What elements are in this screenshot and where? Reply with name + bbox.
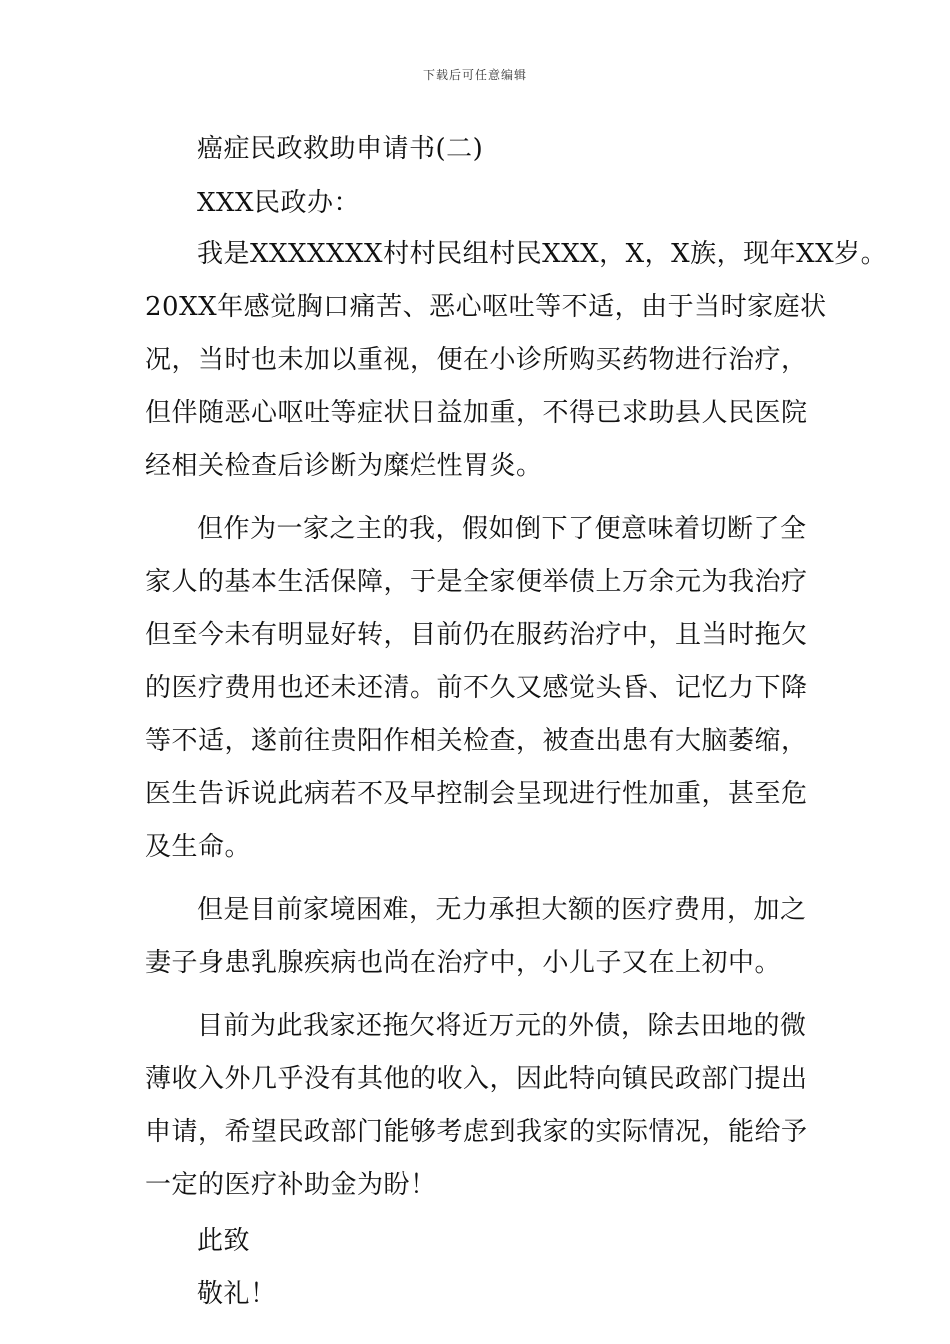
body-line: 但是目前家境困难，无力承担大额的医疗费用，加之 xyxy=(197,895,807,925)
closing: 此致 xyxy=(197,1226,251,1256)
body-line: 但伴随恶心呕吐等症状日益加重，不得已求助县人民医院 xyxy=(145,398,808,428)
body-line: 的医疗费用也还未还清。前不久又感觉头昏、记忆力下降 xyxy=(145,673,808,703)
body-line: 但至今未有明显好转，目前仍在服药治疗中，且当时拖欠 xyxy=(145,620,808,650)
body-line: 况，当时也未加以重视，便在小诊所购买药物进行治疗， xyxy=(145,345,808,375)
document-title: 癌症民政救助申请书(二) xyxy=(197,134,484,164)
body-line: 医生告诉说此病若不及早控制会呈现进行性加重，甚至危 xyxy=(145,779,808,809)
body-line: 但作为一家之主的我，假如倒下了便意味着切断了全 xyxy=(197,514,807,544)
body-line: 一定的医疗补助金为盼！ xyxy=(145,1170,437,1200)
salutation: XXX民政办： xyxy=(197,188,361,218)
body-line: 目前为此我家还拖欠将近万元的外债，除去田地的微 xyxy=(197,1011,807,1041)
body-line: 薄收入外几乎没有其他的收入，因此特向镇民政部门提出 xyxy=(145,1064,808,1094)
body-line: 及生命。 xyxy=(145,832,252,862)
body-line: 妻子身患乳腺疾病也尚在治疗中，小儿子又在上初中。 xyxy=(145,948,782,978)
body-line: 家人的基本生活保障，于是全家便举债上万余元为我治疗 xyxy=(145,567,808,597)
body-line: 等不适，遂前往贵阳作相关检查，被查出患有大脑萎缩， xyxy=(145,726,808,756)
body-line: 我是XXXXXXX村村民组村民XXX，X，X族，现年XX岁。 xyxy=(197,239,888,269)
body-line: 申请，希望民政部门能够考虑到我家的实际情况，能给予 xyxy=(145,1117,808,1147)
header-note: 下载后可任意编辑 xyxy=(422,68,527,82)
body-line: 20XX年感觉胸口痛苦、恶心呕吐等不适，由于当时家庭状 xyxy=(145,292,827,322)
regards: 敬礼！ xyxy=(197,1279,277,1309)
body-line: 经相关检查后诊断为糜烂性胃炎。 xyxy=(145,451,543,481)
